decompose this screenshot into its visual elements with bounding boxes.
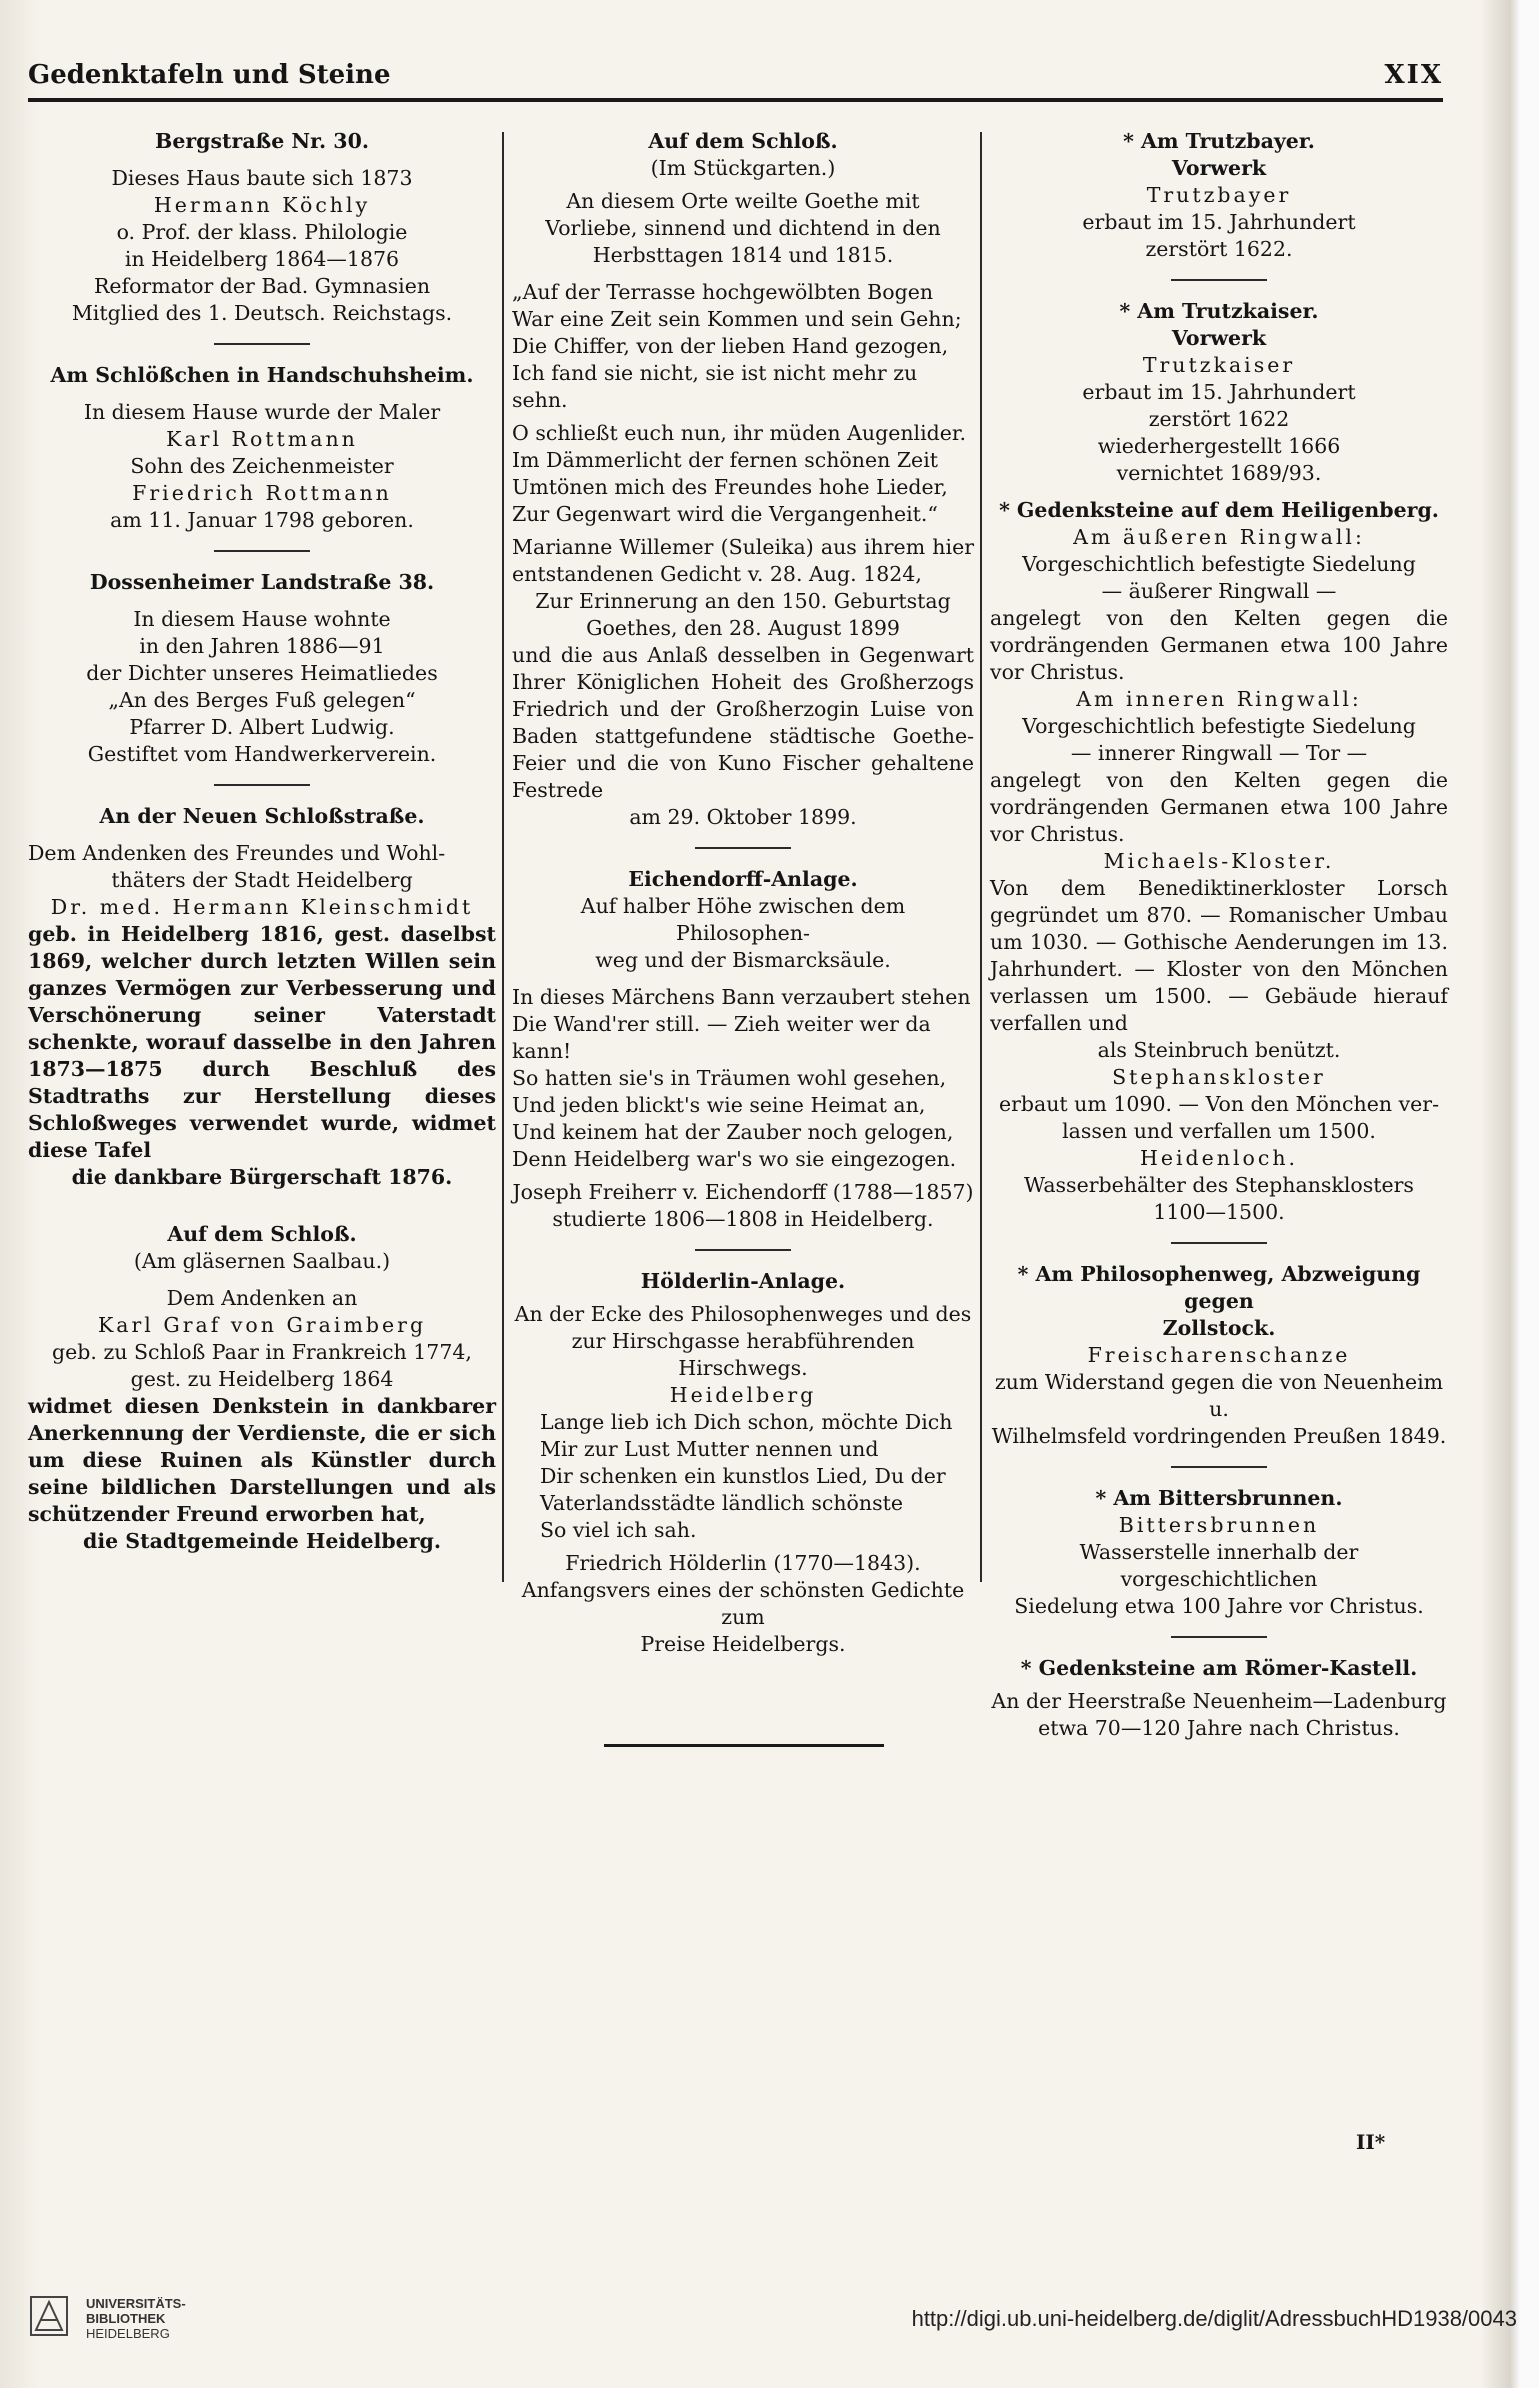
text-line: In diesem Hause wohnte (133, 607, 391, 631)
verse-line: War eine Zeit sein Kommen und sein Gehn; (512, 307, 962, 331)
verse-line: Ich fand sie nicht, sie ist nicht mehr zu sehn. (512, 361, 918, 412)
entry-heading-cont: Zollstock. (1162, 1316, 1276, 1340)
text-line: Siedelung etwa 100 Jahre vor Christus. (1014, 1594, 1424, 1618)
section-label: Michaels-Kloster. (1103, 849, 1335, 873)
text-line: erbaut im 15. Jahrhundert (1082, 380, 1356, 404)
text-line: die Stadtgemeinde Heidelberg. (83, 1529, 441, 1553)
text-line: weg und der Bismarcksäule. (595, 948, 891, 972)
verse-line: kann! (512, 1039, 572, 1063)
entry-heading: * Gedenksteine am Römer-Kastell. (1020, 1656, 1418, 1680)
text-line: am 29. Oktober 1899. (629, 805, 857, 829)
text-line: etwa 70—120 Jahre nach Christus. (1038, 1716, 1400, 1740)
source-url-link[interactable]: http://digi.ub.uni-heidelberg.de/diglit/AdressbuchHD1938/0043 (911, 2306, 1517, 2331)
text-line: Joseph Freiherr v. Eichendorff (1788—1857) (512, 1180, 974, 1204)
place-name: Trutzbayer (1146, 183, 1292, 207)
entry-heading: Am Schlößchen in Handschuhsheim. (50, 363, 474, 387)
section-label: Am inneren Ringwall: (1076, 687, 1362, 711)
inscription-body: widmet diesen Denkstein in dankbarer Anerkennung der Verdienste, die er sich um diese Ruinen als Künstler durch seine bildlichen Darstellungen und als schützender Freund erworben hat, (28, 1394, 496, 1526)
verse-line: Die Chiffer, von der lieben Hand gezogen, (512, 334, 949, 358)
entry-heading: Eichendorff-Anlage. (628, 867, 858, 891)
place-name: Trutzkaiser (1142, 353, 1296, 377)
text-line: am 11. Januar 1798 geboren. (110, 508, 414, 532)
text-line: vernichtet 1689/93. (1116, 461, 1322, 485)
entry-heading: Auf dem Schloß. (648, 129, 838, 153)
entry-eichendorff (512, 866, 974, 1233)
entry-trutzbayer (990, 128, 1448, 263)
entry-subheading: (Im Stückgarten.) (650, 156, 836, 180)
person-name: Friedrich Rottmann (132, 481, 392, 505)
entry-subheading: (Am gläsernen Saalbau.) (133, 1249, 391, 1273)
signature-mark: II* (1356, 2130, 1386, 2154)
person-name: Hermann Köchly (153, 193, 371, 217)
text-line: Vorgeschichtlich befestigte Siedelung (1022, 552, 1416, 576)
text-line: Vorgeschichtlich befestigte Siedelung (1022, 714, 1416, 738)
entry-heiligenberg (990, 497, 1448, 1226)
text-line: studierte 1806—1808 in Heidelberg. (552, 1207, 934, 1231)
text-line: Wilhelmsfeld vordringenden Preußen 1849. (991, 1424, 1447, 1448)
text-line: Auf halber Höhe zwischen dem Philosophen- (580, 894, 906, 945)
running-header (28, 58, 1443, 102)
place-name: Freischarenschanze (1087, 1343, 1351, 1367)
text-line: An der Heerstraße Neuenheim—Ladenburg (991, 1689, 1447, 1713)
verse-line: Und keinem hat der Zauber noch gelogen, (512, 1120, 954, 1144)
verse-line: So hatten sie's in Träumen wohl gesehen, (512, 1066, 947, 1090)
separator (214, 550, 310, 552)
separator (214, 343, 310, 345)
verse-line: Denn Heidelberg war's wo sie eingezogen. (512, 1147, 957, 1171)
entry-bergstrasse (28, 128, 496, 327)
separator (1171, 1636, 1267, 1638)
page-number: XIX (1384, 60, 1443, 90)
text-line: Friedrich Hölderlin (1770—1843). (565, 1551, 921, 1575)
separator (695, 1249, 791, 1251)
text-line: geb. zu Schloß Paar in Frankreich 1774, (52, 1340, 472, 1364)
text-line: An diesem Orte weilte Goethe mit (566, 189, 920, 213)
text-line: wiederhergestellt 1666 (1097, 434, 1341, 458)
text-line: Sohn des Zeichenmeister (130, 454, 394, 478)
verse-line: Die Wand'rer still. — Zieh weiter wer da (512, 1012, 931, 1036)
text-line: „An des Berges Fuß gelegen“ (108, 688, 416, 712)
text-line: Preise Heidelbergs. (640, 1632, 846, 1656)
entry-bittersbrunnen (990, 1485, 1448, 1620)
separator (1171, 279, 1267, 281)
text-line: zerstört 1622. (1145, 237, 1293, 261)
text-line: in Heidelberg 1864—1876 (124, 247, 400, 271)
person-name: Karl Rottmann (166, 427, 358, 451)
text-line: Zur Erinnerung an den 150. Geburtstag (535, 589, 951, 613)
verse-line: Umtönen mich des Freundes hohe Lieder, (512, 475, 948, 499)
column-right (990, 128, 1448, 1742)
text-line: Vorliebe, sinnend und dichtend in den (545, 216, 941, 240)
entry-schloss-saalbau (28, 1221, 496, 1555)
column-middle (512, 128, 974, 1658)
text-line: Dieses Haus baute sich 1873 (111, 166, 413, 190)
verse-line: Mir zur Lust Mutter nennen und (540, 1437, 879, 1461)
poem-title: Heidelberg (669, 1383, 817, 1407)
text-line: Anfangsvers eines der schönsten Gedichte zum (521, 1578, 965, 1629)
entry-dossenheimer (28, 569, 496, 768)
entry-heading: * Am Trutzbayer. (1123, 129, 1315, 153)
text-line: als Steinbruch benützt. (1097, 1038, 1341, 1062)
text-line: erbaut um 1090. — Von den Mönchen ver- (998, 1092, 1440, 1116)
entry-heading: Dossenheimer Landstraße 38. (89, 570, 435, 594)
text-line: Vorwerk (1171, 326, 1267, 350)
header-title: Gedenktafeln und Steine (28, 60, 391, 90)
text-line: — äußerer Ringwall — (1101, 579, 1337, 603)
library-name-line: HEIDELBERG (86, 2326, 170, 2341)
text-line: Reformator der Bad. Gymnasien (93, 274, 431, 298)
verse-line: Vaterlandsstädte ländlich schönste (540, 1491, 903, 1515)
text-line: Wasserbehälter des Stephansklosters (1024, 1173, 1414, 1197)
text-line: o. Prof. der klass. Philologie (116, 220, 408, 244)
verse-line: Lange lieb ich Dich schon, möchte Dich (540, 1410, 953, 1434)
verse-line: In dieses Märchens Bann verzaubert stehen (512, 985, 971, 1009)
text-line: Herbsttagen 1814 und 1815. (592, 243, 894, 267)
text-line: thäters der Stadt Heidelberg (111, 868, 413, 892)
entry-heading: * Gedenksteine auf dem Heiligenberg. (999, 498, 1439, 522)
text-line: in den Jahren 1886—91 (139, 634, 385, 658)
text-line: zum Widerstand gegen die von Neuenheim u. (994, 1370, 1444, 1421)
text-line: An der Ecke des Philosophenweges und des (514, 1302, 972, 1326)
text-line: In diesem Hause wurde der Maler (83, 400, 441, 424)
verse-line: Zur Gegenwart wird die Vergangenheit.“ (512, 502, 938, 526)
library-name (86, 2296, 286, 2341)
section-label: Stephanskloster (1112, 1065, 1326, 1089)
entry-schloss-stueckgarten (512, 128, 974, 831)
text-line: Wasserstelle innerhalb der vorgeschichtlichen (1079, 1540, 1359, 1591)
entry-heading: Hölderlin-Anlage. (640, 1269, 846, 1293)
entry-heading: * Am Bittersbrunnen. (1095, 1486, 1343, 1510)
separator (1171, 1242, 1267, 1244)
separator (1171, 1466, 1267, 1468)
verse-line: Und jeden blickt's wie seine Heimat an, (512, 1093, 926, 1117)
entry-heading: An der Neuen Schloßstraße. (99, 804, 425, 828)
text-line: Pfarrer D. Albert Ludwig. (129, 715, 395, 739)
verse-line: Dir schenken ein kunstlos Lied, Du der (540, 1464, 946, 1488)
separator (695, 847, 791, 849)
end-rule (604, 1744, 884, 1747)
text-line: der Dichter unseres Heimatliedes (86, 661, 438, 685)
verse-line: „Auf der Terrasse hochgewölbten Bogen (512, 280, 934, 304)
text-line: Gestiftet vom Handwerkerverein. (87, 742, 437, 766)
text-line: lassen und verfallen um 1500. (1062, 1119, 1376, 1143)
entry-heading: * Am Philosophenweg, Abzweigung gegen (1017, 1262, 1421, 1313)
text-line: Dem Andenken des Freundes und Wohl- (28, 841, 446, 865)
entry-hoelderlin (512, 1268, 974, 1658)
separator (214, 784, 310, 786)
text-line: Von dem Benediktinerkloster Lorsch gegründet um 870. — Romanischer Umbau um 1030. — Gothische Aenderungen im 13. Jahrhundert. — Kloster von den Mönchen verlassen um 1500. — Gebäude hierauf verfallen und (990, 876, 1448, 1035)
library-seal-icon (30, 2296, 68, 2336)
section-label: Heidenloch. (1139, 1146, 1299, 1170)
section-label: Am äußeren Ringwall: (1073, 525, 1365, 549)
text-line: gest. zu Heidelberg 1864 (130, 1367, 394, 1391)
verse-line: So viel ich sah. (540, 1518, 697, 1542)
column-rule-right (980, 132, 982, 1582)
text-line: Marianne Willemer (Suleika) aus ihrem hier entstandenen Gedicht v. 28. Aug. 1824, (512, 535, 974, 586)
text-line: Dem Andenken an (166, 1286, 358, 1310)
text-line: — innerer Ringwall — Tor — (1070, 741, 1368, 765)
entry-roemer-kastell (990, 1655, 1448, 1742)
column-left (28, 128, 496, 1555)
text-line: erbaut im 15. Jahrhundert (1082, 210, 1356, 234)
entry-heading: Bergstraße Nr. 30. (155, 129, 369, 153)
text-line: Mitglied des 1. Deutsch. Reichstags. (71, 301, 453, 325)
entry-neue-schlossstrasse (28, 803, 496, 1191)
entry-handschuhsheim (28, 362, 496, 534)
person-name: Karl Graf von Graimberg (97, 1313, 427, 1337)
entry-heading: * Am Trutzkaiser. (1119, 299, 1319, 323)
text-line: Goethes, den 28. August 1899 (586, 616, 900, 640)
verse-line: O schließt euch nun, ihr müden Augenlider. (512, 421, 966, 445)
entry-trutzkaiser (990, 298, 1448, 487)
text-line: Vorwerk (1171, 156, 1267, 180)
entry-philosophenweg (990, 1261, 1448, 1450)
person-name: Dr. med. Hermann Kleinschmidt (50, 895, 474, 919)
text-line: und die aus Anlaß desselben in Gegenwart Ihrer Königlichen Hoheit des Großherzogs Friedrich und der Großherzogin Luise von Baden stattgefundene städtische Goethe-Feier und die von Kuno Fischer gehaltene Festrede (512, 643, 974, 802)
text-line: zerstört 1622 (1148, 407, 1290, 431)
column-rule-left (502, 132, 504, 1582)
place-name: Bittersbrunnen (1118, 1513, 1320, 1537)
entry-heading: Auf dem Schloß. (167, 1222, 357, 1246)
text-line: die dankbare Bürgerschaft 1876. (71, 1165, 453, 1189)
library-name-line: BIBLIOTHEK (86, 2311, 166, 2326)
text-line: 1100—1500. (1153, 1200, 1285, 1224)
text-line: angelegt von den Kelten gegen die vordrängenden Germanen etwa 100 Jahre vor Christus. (990, 606, 1448, 684)
inscription-body: geb. in Heidelberg 1816, gest. daselbst 1869, welcher durch letzten Willen sein ganzes Vermögen zur Verbesserung und Verschönerung seiner Vaterstadt schenkte, worauf dasselbe in den Jahren 1873—1875 durch Beschluß des Stadtraths zur Herstellung dieses Schloßweges verwendet wurde, widmet diese Tafel (28, 922, 496, 1162)
text-line: zur Hirschgasse herabführenden Hirschwegs. (571, 1329, 915, 1380)
verse-line: Im Dämmerlicht der fernen schönen Zeit (512, 448, 938, 472)
library-name-line: UNIVERSITÄTS- (86, 2296, 186, 2311)
text-line: angelegt von den Kelten gegen die vordrängenden Germanen etwa 100 Jahre vor Christus. (990, 768, 1448, 846)
